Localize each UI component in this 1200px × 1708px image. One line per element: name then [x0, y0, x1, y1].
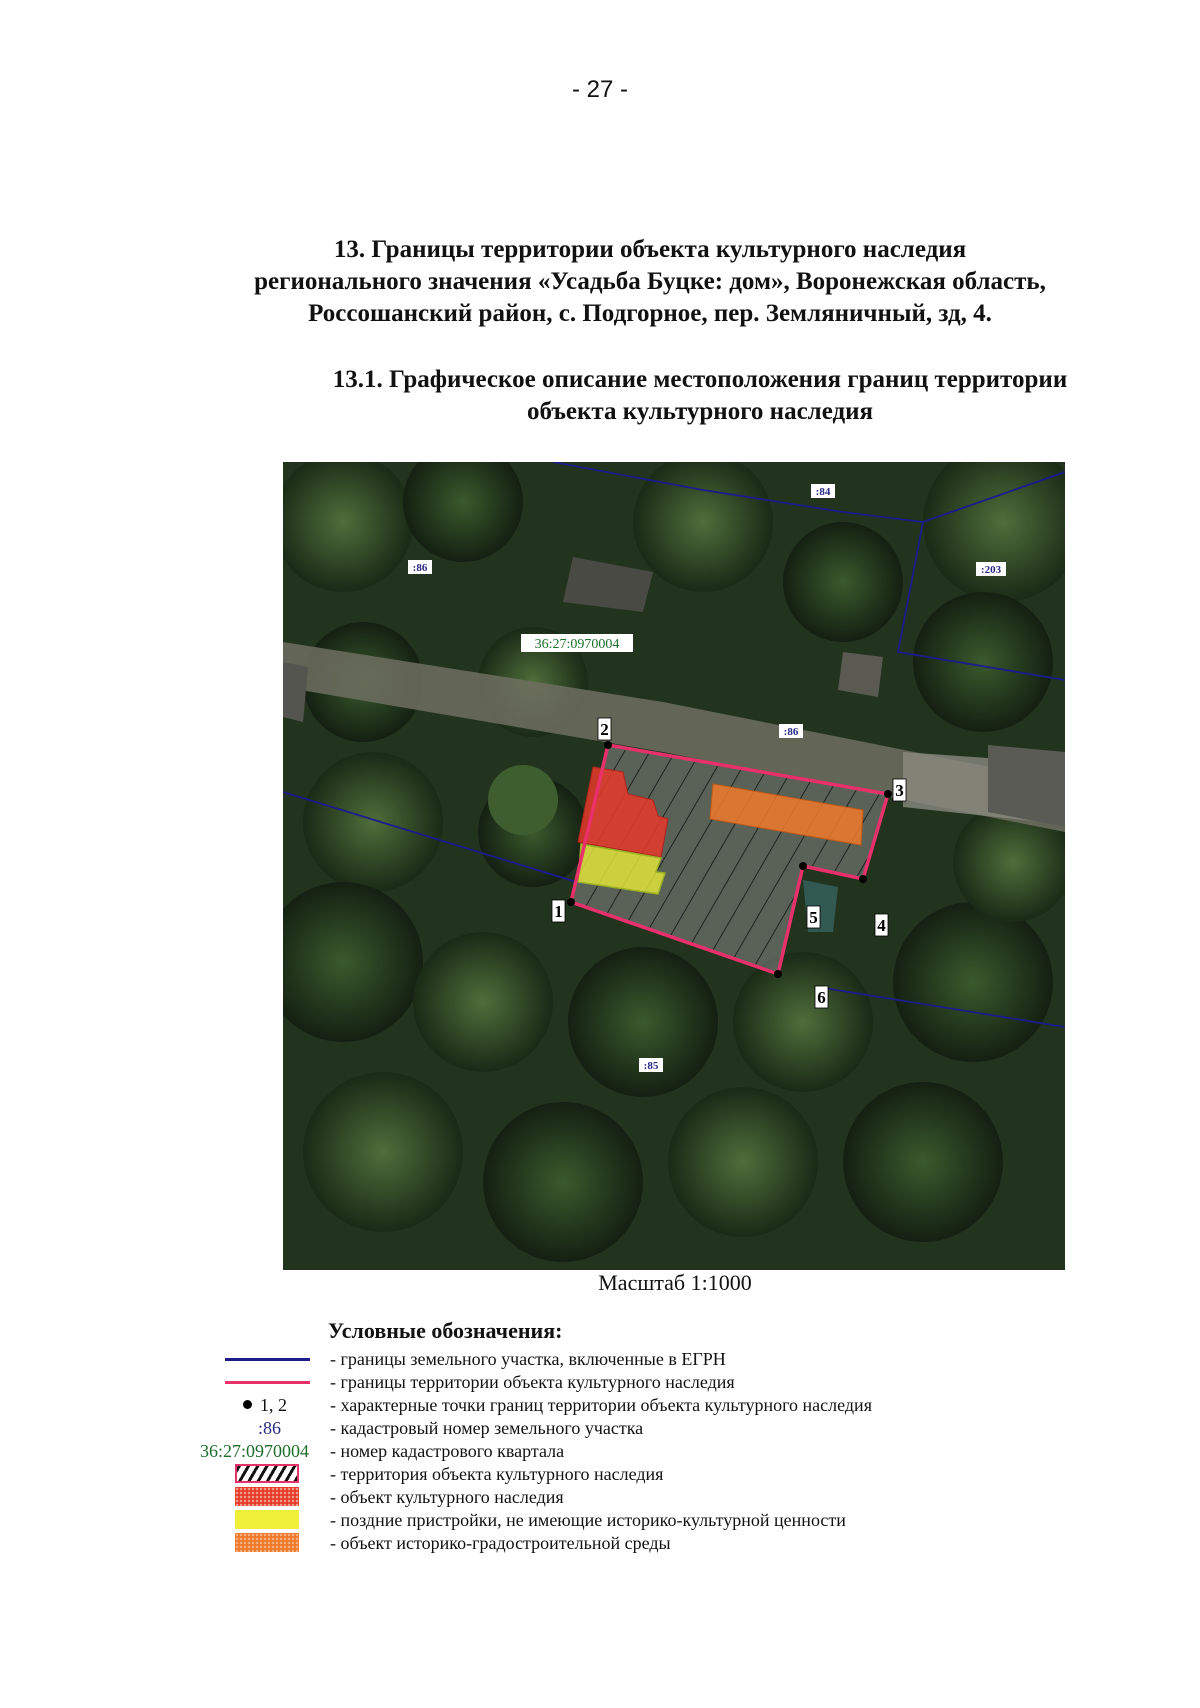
- legend-row-quarter-number: [0, 1440, 1200, 1462]
- point-label-2: [598, 718, 611, 740]
- boundary-point-4: [859, 875, 867, 883]
- point-dot-label: 1, 2: [260, 1395, 287, 1415]
- boundary-point-3: [884, 790, 892, 798]
- quarter-number-symbol: 36:27:0970004: [200, 1441, 310, 1461]
- svg-text:2: 2: [600, 720, 609, 739]
- quarter-label: [521, 634, 633, 652]
- section-heading-line-1: 13. Границы территории объекта культурного наследия: [333, 236, 967, 263]
- legend-text: - кадастровый номер земельного участка: [330, 1418, 644, 1438]
- legend-text: - объект культурного наследия: [330, 1487, 564, 1507]
- svg-text::86: :86: [412, 562, 428, 574]
- legend-row-urban-environment: [0, 1532, 1200, 1554]
- subsection-heading-line-2: объекта культурного наследия: [526, 398, 874, 425]
- legend-row-heritage-boundary: [0, 1371, 1200, 1393]
- svg-text:4: 4: [877, 916, 886, 935]
- boundary-point-5: [799, 862, 807, 870]
- legend-row-characteristic-points: [0, 1394, 1200, 1416]
- point-label-1: [552, 900, 565, 922]
- hatch-box-symbol: [235, 1464, 299, 1483]
- legend-row-egrn-boundary: [0, 1348, 1200, 1370]
- red-box-symbol: [235, 1487, 299, 1506]
- legend-row-heritage-object: [0, 1486, 1200, 1508]
- svg-text:1: 1: [554, 902, 563, 921]
- point-label-6: [815, 986, 828, 1008]
- svg-text:5: 5: [809, 908, 818, 927]
- legend-row-late-additions: [0, 1509, 1200, 1531]
- parcel-label-84: [811, 484, 835, 498]
- legend-text: - территория объекта культурного наследия: [330, 1464, 664, 1484]
- egrn-boundary-line-symbol: [225, 1358, 310, 1361]
- svg-text:36:27:0970004: 36:27:0970004: [534, 637, 620, 652]
- svg-text:3: 3: [895, 781, 904, 800]
- point-dot-symbol: [243, 1400, 252, 1409]
- heritage-boundary-line-symbol: [225, 1381, 310, 1384]
- legend-text: - границы земельного участка, включенные в ЕГРН: [330, 1349, 726, 1369]
- point-label-5: [807, 906, 820, 928]
- boundary-point-6: [774, 970, 782, 978]
- yellow-box-symbol: [235, 1510, 299, 1529]
- svg-text:6: 6: [817, 988, 826, 1007]
- section-heading: [170, 234, 1130, 330]
- legend-text: - границы территории объекта культурного наследия: [330, 1372, 735, 1392]
- parcel-number-symbol: :86: [258, 1418, 282, 1438]
- parcel-label-85: [639, 1058, 663, 1072]
- section-heading-line-3: Россошанский район, с. Подгорное, пер. Земляничный, зд, 4.: [308, 300, 992, 327]
- legend-text: - поздние пристройки, не имеющие историко-культурной ценности: [330, 1510, 846, 1530]
- svg-text::84: :84: [815, 486, 831, 498]
- map-scale: Масштаб 1:1000: [598, 1270, 752, 1295]
- legend-row-parcel-number: [0, 1417, 1200, 1439]
- parcel-label-86-north: [408, 560, 432, 574]
- legend-text: - характерные точки границ территории объекта культурного наследия: [330, 1395, 872, 1415]
- subsection-heading-line-1: 13.1. Графическое описание местоположения границ территории: [332, 366, 1068, 393]
- svg-text::203: :203: [980, 564, 1002, 576]
- svg-text::85: :85: [643, 1060, 659, 1072]
- svg-text::86: :86: [783, 726, 799, 738]
- parcel-label-86-road: [779, 724, 803, 738]
- legend-row-heritage-territory: [0, 1463, 1200, 1485]
- section-heading-line-2: регионального значения «Усадьба Буцке: дом», Воронежская область,: [254, 268, 1046, 295]
- boundary-point-1: [567, 898, 575, 906]
- parcel-label-203: [976, 562, 1006, 576]
- orange-box-symbol: [235, 1533, 299, 1552]
- satellite-map: [283, 462, 1065, 1270]
- point-label-3: [893, 779, 906, 801]
- page-number: - 27 -: [571, 76, 628, 103]
- point-label-4: [875, 914, 888, 936]
- boundary-point-2: [604, 741, 612, 749]
- legend-text: - объект историко-градостроительной среды: [330, 1533, 671, 1553]
- legend-title: Условные обозначения:: [328, 1318, 563, 1343]
- subsection-heading: [260, 364, 1140, 428]
- legend-text: - номер кадастрового квартала: [330, 1441, 565, 1461]
